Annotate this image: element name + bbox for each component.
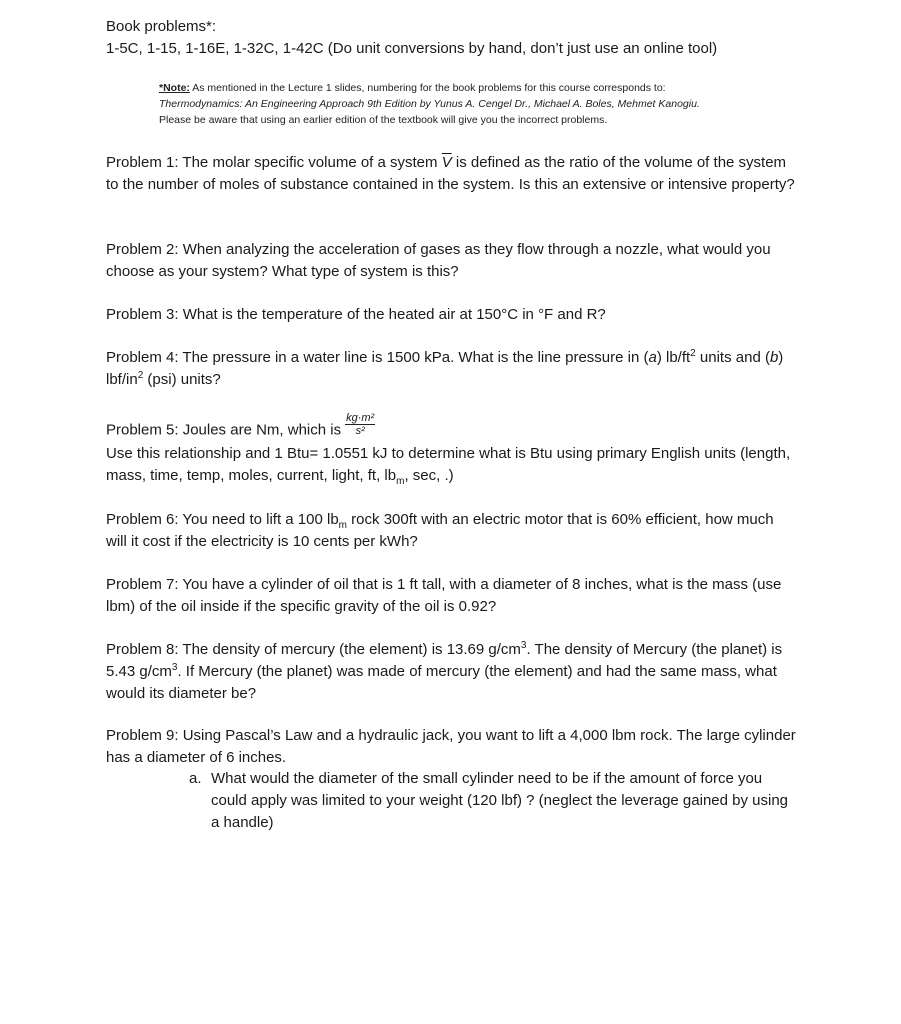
note-line-1: *Note: As mentioned in the Lecture 1 slides, numbering for the book problems for this course corresponds to: (159, 82, 666, 94)
subitem-text: What would the diameter of the small cylinder need to be if the amount of force you could apply was limited to your weight (120 lbf) ? (neglect the leverage gained by using a handle) (211, 770, 789, 831)
book-problems-header (106, 16, 796, 60)
joule-units-fraction: $\frac{\text{kg·m²}}{\text{s²}}$ (346, 412, 375, 437)
subitem-marker: a. (189, 770, 202, 787)
problem-3: Problem 3: What is the temperature of the heated air at 150°C in °F and R? (106, 306, 606, 323)
note-label: *Note: (159, 82, 190, 94)
note-line-3: Please be aware that using an earlier edition of the textbook will give you the incorrect problems. (159, 114, 608, 126)
note-line-2: Thermodynamics: An Engineering Approach 9th Edition by Yunus A. Cengel Dr., Michael A. Boles, Mehmet Kanogiu. (159, 98, 700, 110)
edition-note (159, 80, 799, 128)
book-problems-title: Book problems*: (106, 18, 217, 35)
problem-8: Problem 8: The density of mercury (the element) is 13.69 $g/cm^3$. The density of Mercury (the planet) is 5.43 $g/cm^3$. If Mercury (the planet) was made of mercury (the element) and had the same mass, what would its diameter be? (106, 640, 783, 702)
molar-volume-symbol: $\overline{V}$ (441, 154, 452, 171)
book-problems-list: 1-5C, 1-15, 1-16E, 1-32C, 1-42C (Do unit conversions by hand, don’t just use an online tool) (106, 40, 718, 57)
problem-6: Problem 6: You need to lift a 100 $lb_m$ rock 300ft with an electric motor that is 60% efficient, how much will it cost if the electricity is 10 cents per kWh? (106, 511, 774, 550)
problem-1: Problem 1: The molar specific volume of a system $\overline{V}$ is defined as the ratio of the volume of the system to the number of moles of substance contained in the system. Is this an extensive or intensive property? (106, 154, 795, 193)
problem-9-subitem-a (189, 768, 799, 834)
problem-4: Problem 4: The pressure in a water line is 1500 kPa. What is the line pressure in (a) $lb/ft^2$ units and (b) lbf/$in^2$ (psi) units? (106, 348, 784, 388)
problem-5: Problem 5: Joules are Nm, which is $\frac{\text{kg·m²}}{\text{s²}}$ Use this relationship and 1 Btu= 1.0551 kJ to determine what is Btu using primary English units (length, mass, time, temp, moles, current, light, ft, $lb_m$, sec, .) (106, 412, 791, 487)
problem-7: Problem 7: You have a cylinder of oil that is 1 ft tall, with a diameter of 8 inches, what is the mass (use lbm) of the oil inside if the specific gravity of the oil is 0.92? (106, 576, 782, 615)
problem-2: Problem 2: When analyzing the acceleration of gases as they flow through a nozzle, what would you choose as your system? What type of system is this? (106, 241, 771, 280)
problem-9: Problem 9: Using Pascal’s Law and a hydraulic jack, you want to lift a 4,000 lbm rock. The large cylinder has a diameter of 6 inches. (106, 727, 796, 766)
